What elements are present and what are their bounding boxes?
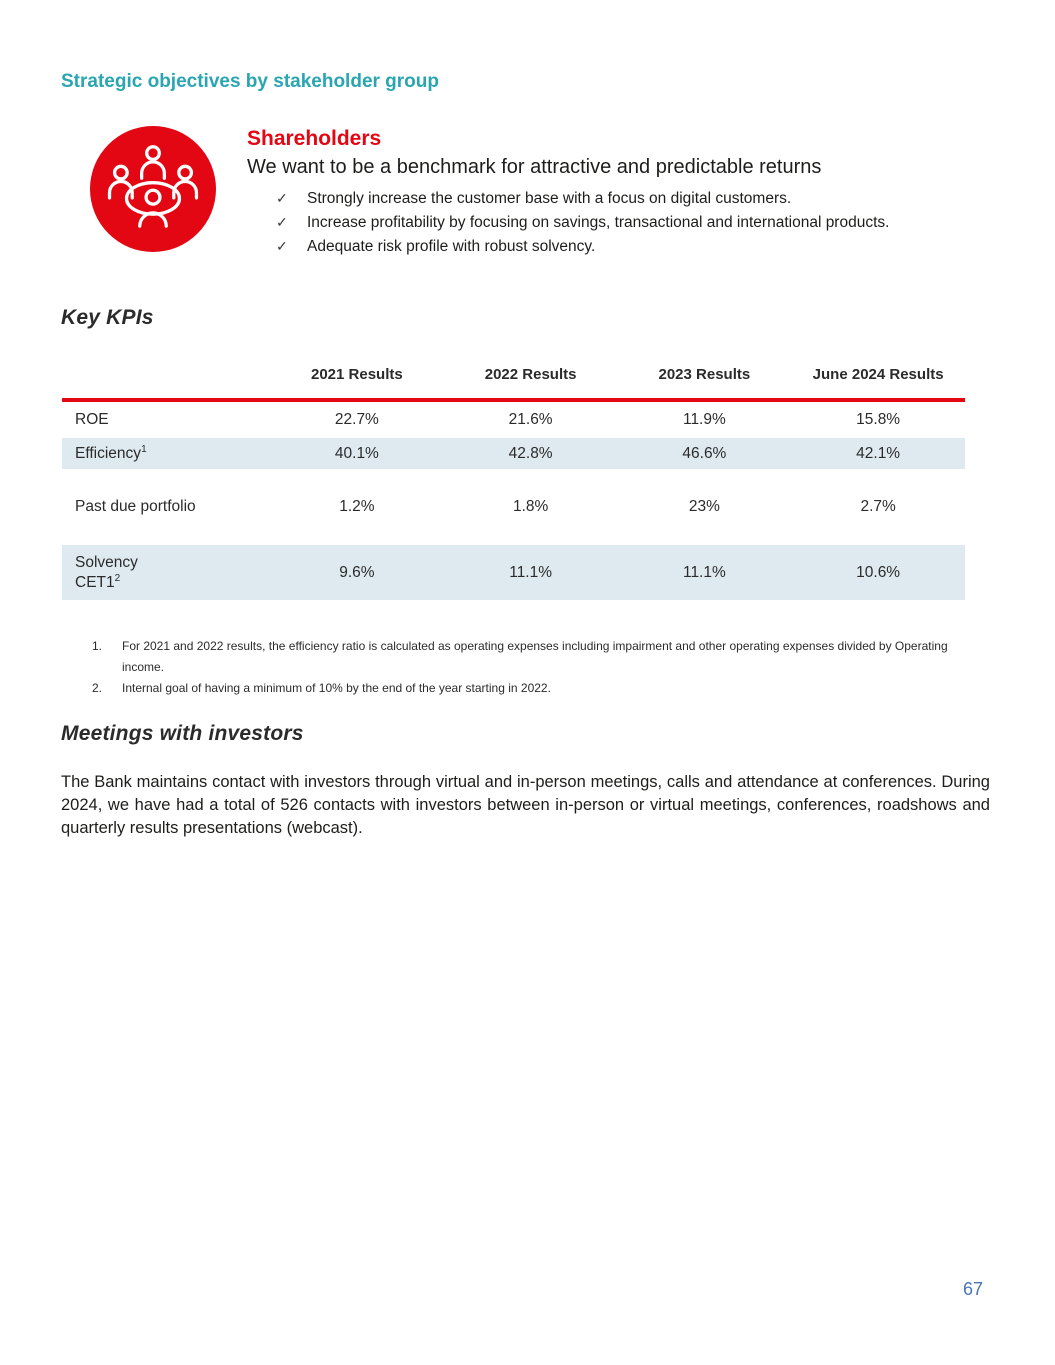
checkmark-icon: ✓	[276, 190, 288, 207]
shareholders-meeting-icon	[90, 126, 216, 252]
kpi-value: 46.6%	[682, 444, 727, 462]
footnote-item	[92, 636, 964, 678]
objective-text: Strongly increase the customer base with a focus on digital customers.	[307, 190, 792, 208]
page-title: Strategic objectives by stakeholder group	[61, 71, 439, 92]
kpi-column-header-2022: 2022 Results	[444, 366, 618, 400]
kpi-value: 22.7%	[334, 411, 379, 429]
kpi-table-row	[62, 400, 965, 438]
page-number: 67	[963, 1279, 984, 1299]
key-kpis-heading: Key KPIs	[61, 306, 154, 329]
kpi-value: 1.2%	[339, 498, 375, 516]
kpi-table-row	[62, 545, 965, 600]
footnote-text: For 2021 and 2022 results, the efficiency ratio is calculated as operating expenses including impairment and other operating expenses divided by Operating income.	[122, 639, 948, 674]
footnote-text: Internal goal of having a minimum of 10% by the end of the year starting in 2022.	[122, 680, 551, 695]
footnote-reference: 2	[114, 572, 121, 584]
stakeholder-text-block	[247, 126, 960, 258]
kpi-value: 2.7%	[860, 498, 896, 516]
kpi-value: 1.8%	[512, 498, 549, 516]
stakeholder-subtitle: We want to be a benchmark for attractive and predictable returns	[247, 156, 822, 179]
kpi-column-header-june-2024: June 2024 Results	[791, 366, 965, 400]
kpi-table-row	[62, 469, 965, 545]
kpi-value: 42.8%	[508, 444, 553, 462]
kpi-value: 23%	[688, 498, 720, 516]
objective-item	[276, 187, 960, 211]
kpi-table-body	[62, 400, 965, 600]
kpi-value: 21.6%	[508, 411, 553, 429]
checkmark-icon: ✓	[276, 213, 288, 230]
kpi-value: 42.1%	[856, 444, 901, 462]
kpi-value: 11.9%	[682, 411, 726, 429]
objective-text: Increase profitability by focusing on savings, transactional and international products.	[307, 213, 890, 231]
meetings-paragraph: The Bank maintains contact with investors through virtual and in-person meetings, calls and attendance at conferences. During 2024, we have had a total of 526 contacts with investors between in-person or virtual meetings, conferences, roadshows and quarterly results presentations (webcast).	[61, 773, 990, 838]
meetings-heading: Meetings with investors	[61, 722, 304, 745]
footnote-reference: 1	[141, 443, 147, 455]
footnote-number: 2.	[92, 680, 103, 695]
kpi-row-label: Past due portfolio	[75, 498, 196, 516]
kpi-value: 15.8%	[856, 411, 901, 429]
kpi-column-header-2021: 2021 Results	[270, 366, 444, 400]
stakeholder-group-heading: Shareholders	[247, 127, 382, 150]
objective-item	[276, 211, 960, 235]
footnote-item	[92, 678, 964, 699]
objective-text: Adequate risk profile with robust solvency.	[307, 237, 596, 255]
kpi-value: 11.1%	[509, 563, 553, 581]
kpi-column-header-2023: 2023 Results	[618, 366, 792, 400]
footnote-list	[92, 636, 964, 698]
kpi-table	[62, 366, 965, 600]
kpi-header-row	[62, 366, 965, 400]
checkmark-icon: ✓	[276, 237, 288, 254]
objective-item	[276, 235, 960, 259]
stakeholder-block	[90, 126, 960, 258]
kpi-value: 9.6%	[339, 563, 375, 581]
kpi-row-label: ROE	[75, 411, 109, 429]
objective-list	[276, 187, 960, 258]
kpi-table-row	[62, 438, 965, 469]
footnote-number: 1.	[92, 639, 103, 653]
kpi-value: 10.6%	[856, 563, 901, 581]
kpi-row-label: Efficiency$^1$	[75, 443, 147, 462]
kpi-row-label: Solvency $CET1^2$	[75, 554, 138, 591]
kpi-column-header-empty	[62, 366, 270, 400]
kpi-value: 11.1%	[682, 563, 726, 581]
kpi-value: 40.1%	[334, 444, 379, 462]
